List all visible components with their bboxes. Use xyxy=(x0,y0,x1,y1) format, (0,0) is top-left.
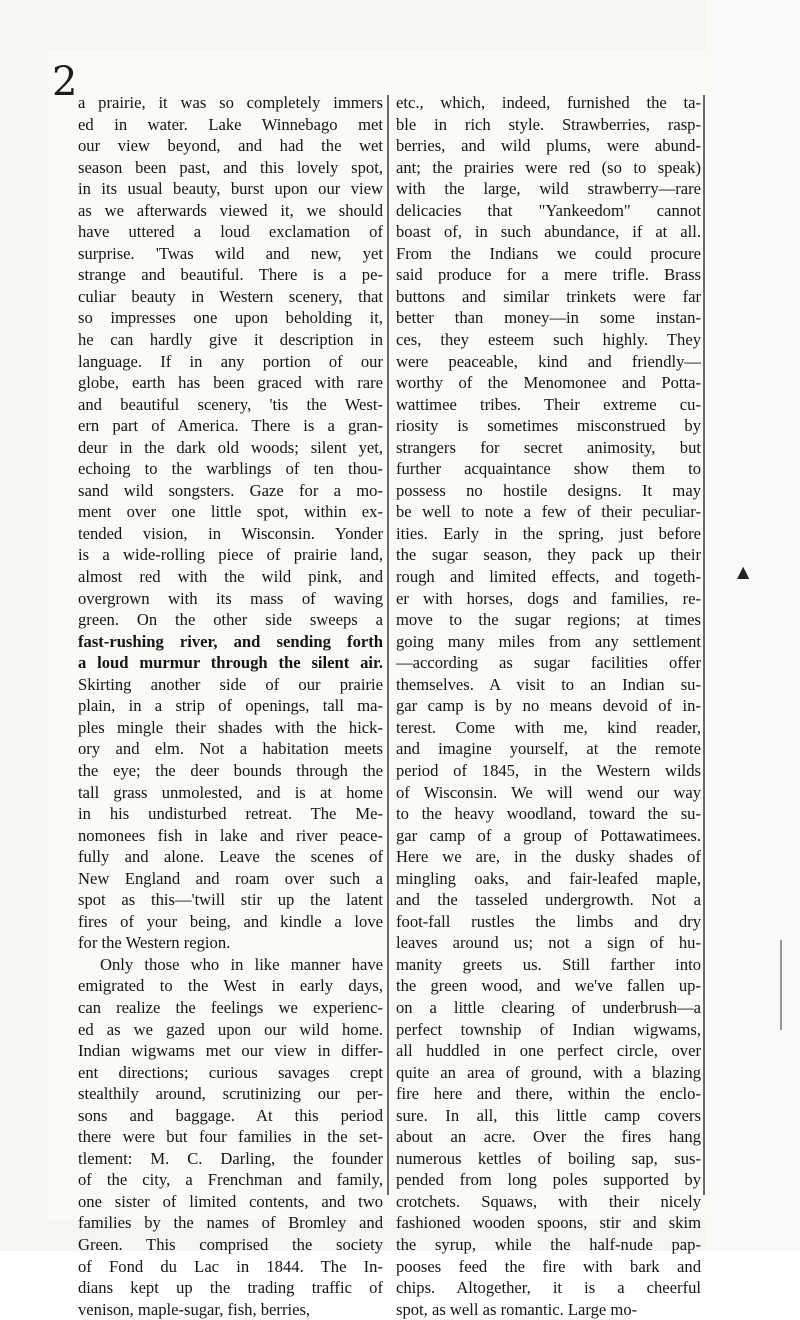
right-column xyxy=(396,92,701,1320)
text-line: to the heavy woodland, toward the su- xyxy=(396,804,701,824)
text-line: stealthily around, scrutinizing our per- xyxy=(78,1084,383,1104)
text-line: fast-rushing river, and sending forth xyxy=(78,631,383,651)
text-line: and beautiful scenery, 'tis the West- xyxy=(78,394,383,414)
text-line: one sister of limited contents, and two xyxy=(78,1191,383,1211)
text-line: there were but four families in the set- xyxy=(78,1127,383,1147)
text-line: ment over one little spot, within ex- xyxy=(78,502,383,522)
text-line: leaves around us; not a sign of hu- xyxy=(396,933,701,953)
text-line: boast of, in such abundance, if at all. xyxy=(396,222,701,242)
text-line: ern part of America. There is a gran- xyxy=(78,416,383,436)
text-line: ed in water. Lake Winnebago met xyxy=(78,114,383,134)
text-line: ent directions; curious savages crept xyxy=(78,1062,383,1082)
text-line: period of 1845, in the Western wilds xyxy=(396,760,701,780)
text-line: spot as this—'twill stir up the latent xyxy=(78,890,383,910)
text-line: of the city, a Frenchman and family, xyxy=(78,1170,383,1190)
text-line: riosity is sometimes misconstrued by xyxy=(396,416,701,436)
ink-speck: ▲ xyxy=(737,562,750,581)
text-line: move to the sugar regions; at times xyxy=(396,610,701,630)
text-line: fully and alone. Leave the scenes of xyxy=(78,847,383,867)
text-line: numerous kettles of boiling sap, sus- xyxy=(396,1148,701,1168)
text-line: about an acre. Over the fires hang xyxy=(396,1127,701,1147)
text-line: Skirting another side of our prairie xyxy=(78,674,383,694)
text-line: for the Western region. xyxy=(78,933,231,953)
text-line: pooses feed the fire with bark and xyxy=(396,1256,701,1276)
text-line: New England and roam over such a xyxy=(78,868,383,888)
text-line: said produce for a mere trifle. Brass xyxy=(396,265,701,285)
text-line: going many miles from any settlement xyxy=(396,631,701,651)
text-line: tended vision, in Wisconsin. Yonder xyxy=(78,523,383,543)
text-line: gar camp is by no means devoid of in- xyxy=(396,696,701,716)
text-line: emigrated to the West in early days, xyxy=(78,976,383,996)
text-line: the eye; the deer bounds through the xyxy=(78,760,383,780)
text-line: buttons and similar trinkets were far xyxy=(396,286,701,306)
text-line: —according as sugar facilities offer xyxy=(396,653,701,673)
text-line: on a little clearing of underbrush—a xyxy=(396,997,701,1017)
text-line: perfect township of Indian wigwams, xyxy=(396,1019,701,1039)
paper-edge-mark xyxy=(780,940,782,1030)
text-line: gar camp of a group of Pottawatimees. xyxy=(396,825,701,845)
text-line: ed as we gazed upon our wild home. xyxy=(78,1019,383,1039)
text-line: the green wood, and we've fallen up- xyxy=(396,976,701,996)
text-line: tlement: M. C. Darling, the founder xyxy=(78,1148,383,1168)
text-line: nomonees fish in lake and river peace- xyxy=(78,825,383,845)
text-line: is a wide-rolling piece of prairie land, xyxy=(78,545,383,565)
text-line: From the Indians we could procure xyxy=(396,243,701,263)
text-line: deur in the dark old woods; silent yet, xyxy=(78,437,383,457)
text-line: plain, in a strip of openings, tall ma- xyxy=(78,696,383,716)
left-column xyxy=(78,92,383,1320)
text-line: so impresses one upon beholding it, xyxy=(78,308,383,328)
text-line: our view beyond, and had the wet xyxy=(78,136,383,156)
text-line: Only those who in like manner have xyxy=(100,954,383,974)
text-line: worthy of the Menomonee and Potta- xyxy=(396,373,701,393)
text-line: spot, as well as romantic. Large mo- xyxy=(396,1299,638,1319)
text-line: venison, maple-sugar, fish, berries, xyxy=(78,1299,311,1319)
text-line: green. On the other side sweeps a xyxy=(78,610,383,630)
text-line: themselves. A visit to an Indian su- xyxy=(396,674,701,694)
text-line: overgrown with its mass of waving xyxy=(78,588,383,608)
text-line: berries, and wild plums, were abund- xyxy=(396,136,701,156)
text-line: as we afterwards viewed it, we should xyxy=(78,200,383,220)
text-line: pended from long poles supported by xyxy=(396,1170,701,1190)
text-line: and imagine yourself, at the remote xyxy=(396,739,701,759)
text-line: tall grass unmolested, and is at home xyxy=(78,782,383,802)
text-line: foot-fall rustles the limbs and dry xyxy=(396,911,701,931)
text-line: language. If in any portion of our xyxy=(78,351,383,371)
text-line: strangers for secret animosity, but xyxy=(396,437,701,457)
text-line: he can hardly give it description in xyxy=(78,330,383,350)
text-line: of Fond du Lac in 1844. The In- xyxy=(78,1256,383,1276)
text-line: ces, they esteem such highly. They xyxy=(396,330,701,350)
text-line: ory and elm. Not a habitation meets xyxy=(78,739,383,759)
text-line: sand wild songsters. Gaze for a mo- xyxy=(78,480,383,500)
text-line: wattimee tribes. Their extreme cu- xyxy=(396,394,701,414)
text-line: families by the names of Bromley and xyxy=(78,1213,383,1233)
text-line: chips. Altogether, it is a cheerful xyxy=(396,1278,701,1298)
text-line: manity greets us. Still farther into xyxy=(396,954,701,974)
text-line: fashioned wooden spoons, stir and skim xyxy=(396,1213,701,1233)
text-line: Here we are, in the dusky shades of xyxy=(396,847,701,867)
text-line: in its usual beauty, burst upon our view xyxy=(78,179,383,199)
text-line: Indian wigwams met our view in differ- xyxy=(78,1041,383,1061)
text-line: season been past, and this lovely spot, xyxy=(78,157,383,177)
text-line: ples mingle their shades with the hick- xyxy=(78,717,383,737)
text-line: fire here and there, within the enclo- xyxy=(396,1084,701,1104)
text-line: better than money—in some instan- xyxy=(396,308,701,328)
text-line: have uttered a loud exclamation of xyxy=(78,222,383,242)
text-line: and the tasseled undergrowth. Not a xyxy=(396,890,701,910)
text-line: sons and baggage. At this period xyxy=(78,1105,383,1125)
text-line: of Wisconsin. We will wend our way xyxy=(396,782,701,802)
text-line: strange and beautiful. There is a pe- xyxy=(78,265,383,285)
text-line: possess no hostile designs. It may xyxy=(396,480,701,500)
text-line: ant; the prairies were red (so to speak) xyxy=(396,157,701,177)
text-line: with the large, wild strawberry—rare xyxy=(396,179,701,199)
text-line: ities. Early in the spring, just before xyxy=(396,523,701,543)
text-line: fires of your being, and kindle a love xyxy=(78,911,383,931)
text-line: ble in rich style. Strawberries, rasp- xyxy=(396,114,701,134)
text-line: delicacies that "Yankeedom" cannot xyxy=(396,200,701,220)
text-line: were peaceable, kind and friendly— xyxy=(396,351,701,371)
text-line: almost red with the wild pink, and xyxy=(78,567,383,587)
text-line: dians kept up the trading traffic of xyxy=(78,1278,383,1298)
text-line: er with horses, dogs and families, re- xyxy=(396,588,701,608)
page-number: 2 xyxy=(52,59,78,105)
text-line: mingling oaks, and fair-leafed maple, xyxy=(396,868,701,888)
text-line: the sugar season, they pack up their xyxy=(396,545,701,565)
text-line: culiar beauty in Western scenery, that xyxy=(78,286,383,306)
right-margin xyxy=(705,0,800,1251)
text-line: a loud murmur through the silent air. xyxy=(78,653,383,673)
text-line: Green. This comprised the society xyxy=(78,1234,383,1254)
text-line: etc., which, indeed, furnished the ta- xyxy=(396,93,701,112)
text-line: surprise. 'Twas wild and new, yet xyxy=(78,243,383,263)
text-line: quite an area of ground, with a blazing xyxy=(396,1062,701,1082)
right-border-rule xyxy=(703,95,705,1195)
text-line: terest. Come with me, kind reader, xyxy=(396,717,701,737)
text-line: sure. In all, this little camp covers xyxy=(396,1105,701,1125)
text-line: be well to note a few of their peculiar- xyxy=(396,502,701,522)
text-line: echoing to the warblings of ten thou- xyxy=(78,459,383,479)
column-divider xyxy=(387,95,389,1195)
text-line: a prairie, it was so completely immers xyxy=(78,93,383,112)
text-line: rough and limited effects, and togeth- xyxy=(396,567,701,587)
text-line: in his undisturbed retreat. The Me- xyxy=(78,804,383,824)
text-line: all huddled in one perfect circle, over xyxy=(396,1041,701,1061)
text-line: further acquaintance show them to xyxy=(396,459,701,479)
text-line: crotchets. Squaws, with their nicely xyxy=(396,1191,701,1211)
text-line: globe, earth has been graced with rare xyxy=(78,373,383,393)
text-line: can realize the feelings we experienc- xyxy=(78,997,383,1017)
text-line: the syrup, while the half-nude pap- xyxy=(396,1234,701,1254)
